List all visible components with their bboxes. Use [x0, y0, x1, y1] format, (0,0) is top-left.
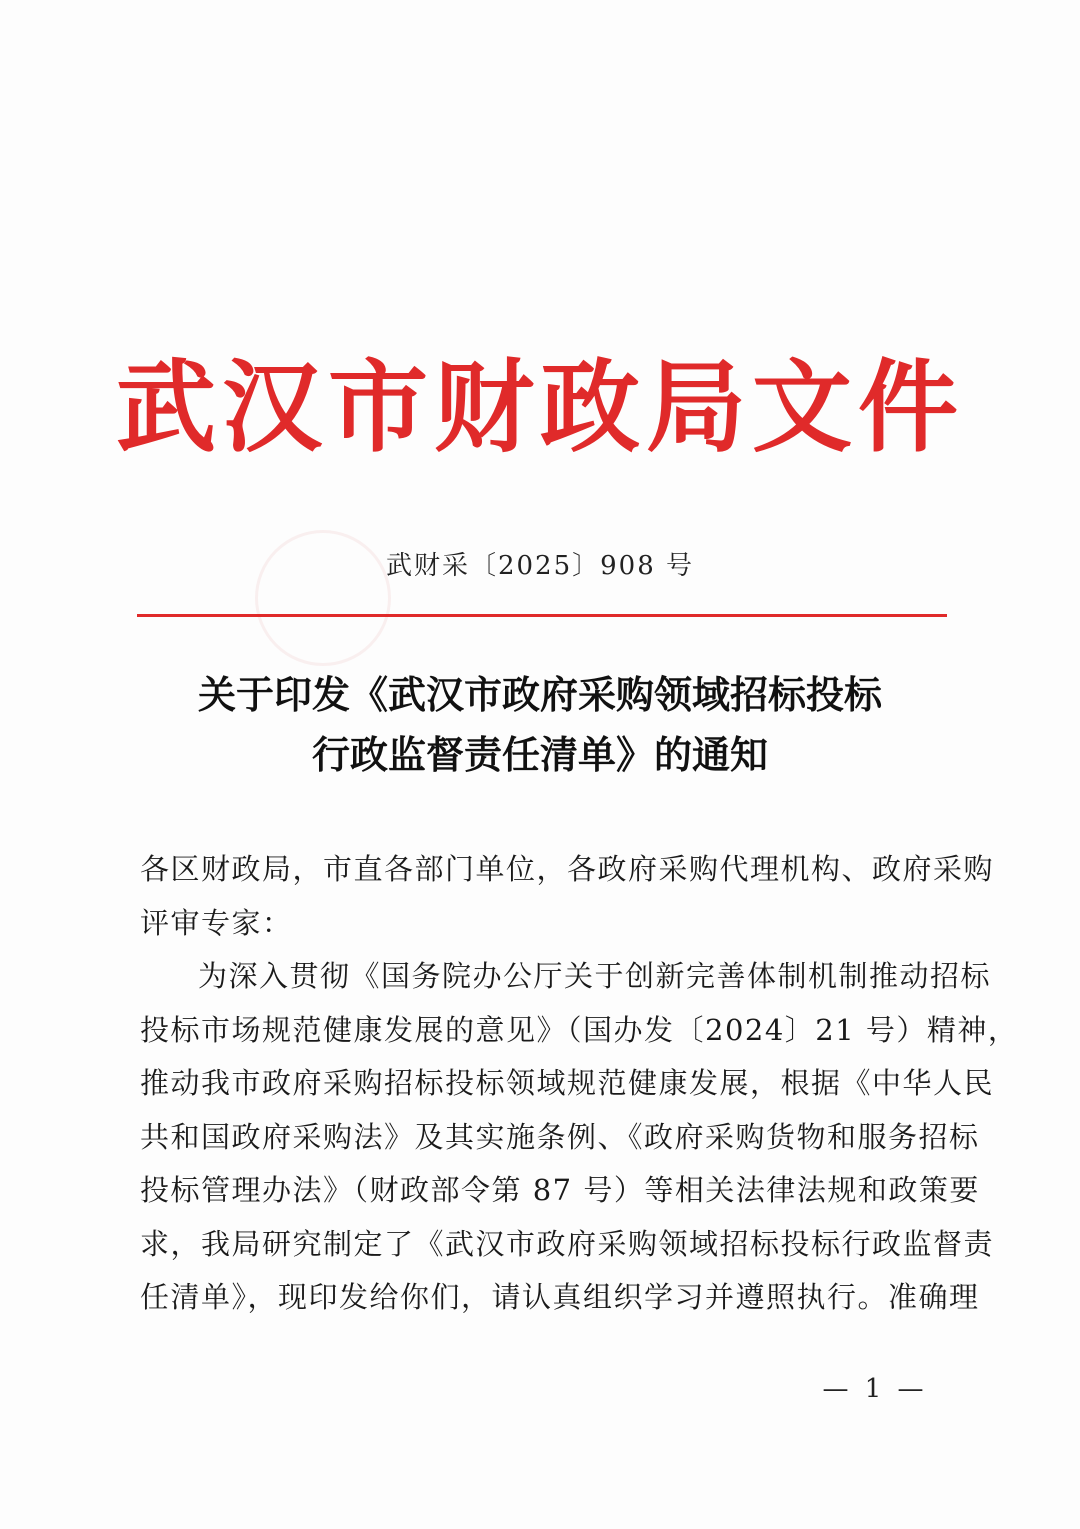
- red-divider-line: [137, 614, 947, 617]
- body-line: 投标管理办法》（财政部令第 87 号）等相关法律法规和政策要: [140, 1173, 980, 1207]
- notice-body: [140, 843, 1019, 1325]
- notice-title-line: 行政监督责任清单》的通知: [311, 732, 768, 777]
- body-line: 共和国政府采购法》及其实施条例、《政府采购货物和服务招标: [140, 1119, 980, 1154]
- document-number: 武财采〔2025〕908 号: [385, 551, 695, 581]
- masthead-title: 武汉市财政局文件: [116, 349, 964, 466]
- body-line: 求，我局研究制定了《武汉市政府采购领域招标投标行政监督责: [140, 1226, 995, 1261]
- notice-title-line: 关于印发《武汉市政府采购领域招标投标: [197, 672, 882, 717]
- body-line-addressee-cont: 评审专家：: [140, 905, 293, 940]
- page-number: — 1 —: [822, 1374, 928, 1404]
- body-line: 投标市场规范健康发展的意见》（国办发〔2024〕21 号）精神，: [140, 1012, 1019, 1047]
- body-line: 推动我市政府采购招标投标领域规范健康发展，根据《中华人民: [140, 1066, 995, 1100]
- body-line: 为深入贯彻《国务院办公厅关于创新完善体制机制推动招标: [198, 959, 992, 993]
- notice-title: [0, 665, 1080, 785]
- body-line: 任清单》，现印发给你们，请认真组织学习并遵照执行。准确理: [140, 1280, 980, 1314]
- body-line-addressee: 各区财政局，市直各部门单位，各政府采购代理机构、政府采购: [140, 852, 995, 886]
